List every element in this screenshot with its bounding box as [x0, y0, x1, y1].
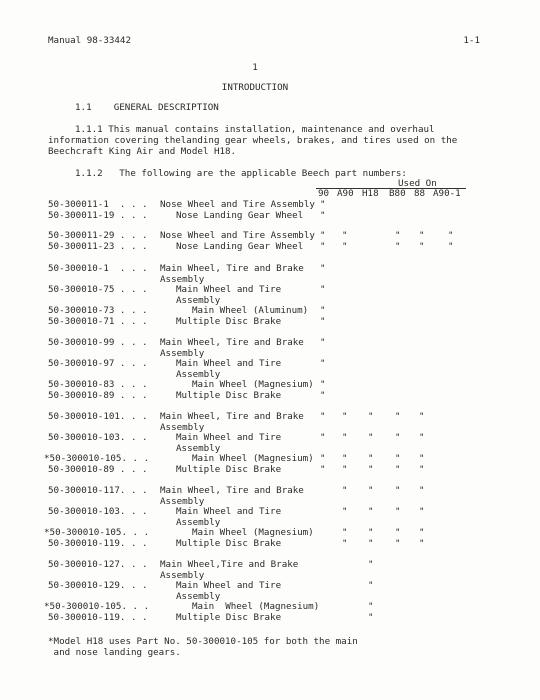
used-on-mark-h18: " [368, 601, 374, 612]
part-number: 50-300010-83 . . . [48, 379, 148, 390]
used-on-mark-a90-1: " [448, 241, 454, 252]
used-on-mark-88: " [419, 432, 425, 443]
column-header-88: 88 [414, 188, 426, 199]
used-on-mark-a90: " [342, 432, 348, 443]
used-on-mark-h18: " [368, 464, 374, 475]
used-on-mark-h18: " [368, 612, 374, 623]
column-header-a90-1: A90-1 [433, 188, 461, 199]
part-description: Main Wheel and Tire [176, 580, 282, 591]
used-on-mark-b80: " [395, 411, 401, 422]
table-row [0, 284, 540, 295]
part-description: Nose Landing Gear Wheel [176, 210, 304, 221]
section-heading: 1.1 GENERAL DESCRIPTION [75, 102, 219, 113]
table-row [0, 580, 540, 591]
used-on-mark-90: " [320, 199, 326, 210]
used-on-mark-88: " [419, 527, 425, 538]
page-number: 1 [252, 62, 258, 73]
used-on-mark-a90: " [342, 485, 348, 496]
table-row [0, 358, 540, 369]
table-row [0, 538, 540, 549]
used-on-mark-90: " [320, 305, 326, 316]
table-row [0, 527, 540, 538]
used-on-mark-b80: " [395, 453, 401, 464]
part-number: 50-300010-129. . . [48, 580, 148, 591]
used-on-mark-h18: " [368, 559, 374, 570]
used-on-mark-b80: " [395, 538, 401, 549]
part-number: 50-300010-71 . . . [48, 316, 148, 327]
part-number: *50-300010-105. . . [44, 527, 150, 538]
part-number: *50-300010-105. . . [44, 601, 150, 612]
part-description: Assembly [176, 369, 221, 380]
used-on-mark-90: " [320, 390, 326, 401]
used-on-mark-90: " [320, 241, 326, 252]
used-on-mark-88: " [419, 464, 425, 475]
part-description: Main Wheel, Tire and Brake [160, 485, 304, 496]
part-number: 50-300010-119. . . [48, 538, 148, 549]
table-row [0, 263, 540, 274]
part-description: Main Wheel,Tire and Brake [160, 559, 299, 570]
used-on-mark-88: " [419, 485, 425, 496]
part-description: Main Wheel and Tire [176, 432, 282, 443]
table-row [0, 612, 540, 623]
part-description: Main Wheel (Magnesium) [192, 379, 314, 390]
used-on-mark-88: " [419, 241, 425, 252]
used-on-mark-88: " [419, 230, 425, 241]
used-on-mark-90: " [320, 263, 326, 274]
part-number: 50-300011-19 . . . [48, 210, 148, 221]
part-number: 50-300011-23 . . . [48, 241, 148, 252]
paragraph-1-1-2: 1.1.2 The following are the applicable Beech part numbers: [75, 168, 407, 179]
used-on-mark-88: " [419, 506, 425, 517]
part-description: Nose Wheel and Tire Assembly [160, 230, 315, 241]
table-row [0, 230, 540, 241]
table-row [0, 241, 540, 252]
footnote-line-2: and nose landing gears. [48, 647, 181, 658]
part-number: 50-300010-1 . . . [48, 263, 148, 274]
part-description: Main Wheel (Magnesium) [192, 453, 314, 464]
used-on-mark-h18: " [368, 453, 374, 464]
part-description: Multiple Disc Brake [176, 612, 282, 623]
table-row [0, 506, 540, 517]
part-description: Assembly [176, 443, 221, 454]
part-number: 50-300010-127. . . [48, 559, 148, 570]
part-number: 50-300010-101. . . [48, 411, 148, 422]
used-on-mark-88: " [419, 453, 425, 464]
used-on-mark-b80: " [395, 241, 401, 252]
part-number: 50-300010-89 . . . [48, 390, 148, 401]
used-on-mark-h18: " [368, 506, 374, 517]
used-on-mark-b80: " [395, 464, 401, 475]
used-on-mark-90: " [320, 464, 326, 475]
column-header-90: 90 [318, 188, 330, 199]
used-on-mark-a90: " [342, 411, 348, 422]
manual-number: Manual 98-33442 [48, 35, 131, 46]
page-ref: 1-1 [463, 35, 480, 46]
table-row [0, 601, 540, 612]
used-on-mark-h18: " [368, 580, 374, 591]
used-on-mark-a90: " [342, 453, 348, 464]
column-header-b80: B80 [389, 188, 406, 199]
part-description: Assembly [160, 496, 205, 507]
part-description: Nose Wheel and Tire Assembly [160, 199, 315, 210]
part-description: Main Wheel (Aluminum) [192, 305, 309, 316]
part-description: Multiple Disc Brake [176, 538, 282, 549]
table-row [0, 390, 540, 401]
used-on-mark-88: " [419, 411, 425, 422]
part-number: 50-300010-73 . . . [48, 305, 148, 316]
part-description: Multiple Disc Brake [176, 464, 282, 475]
used-on-mark-90: " [320, 230, 326, 241]
table-row [0, 411, 540, 422]
used-on-mark-a90: " [342, 538, 348, 549]
part-description: Main Wheel and Tire [176, 358, 282, 369]
used-on-mark-a90: " [342, 464, 348, 475]
part-description: Multiple Disc Brake [176, 316, 282, 327]
used-on-mark-h18: " [368, 485, 374, 496]
table-row [0, 485, 540, 496]
part-description: Main Wheel, Tire and Brake [160, 263, 304, 274]
table-row [0, 305, 540, 316]
table-row [0, 464, 540, 475]
used-on-mark-h18: " [368, 432, 374, 443]
part-number: 50-300010-97 . . . [48, 358, 148, 369]
part-description: Main Wheel, Tire and Brake [160, 337, 304, 348]
part-number: 50-300010-75 . . . [48, 284, 148, 295]
table-row [0, 210, 540, 221]
part-number: 50-300011-29 . . . [48, 230, 148, 241]
table-row [0, 432, 540, 443]
part-description: Assembly [160, 570, 205, 581]
used-on-mark-90: " [320, 411, 326, 422]
part-description: Multiple Disc Brake [176, 390, 282, 401]
used-on-mark-90: " [320, 337, 326, 348]
table-row [0, 379, 540, 390]
part-description: Main Wheel (Magnesium) [192, 601, 320, 612]
part-number: *50-300010-105. . . [44, 453, 150, 464]
used-on-mark-90: " [320, 210, 326, 221]
used-on-mark-88: " [419, 538, 425, 549]
part-description: Assembly [160, 348, 205, 359]
used-on-mark-a90: " [342, 506, 348, 517]
part-description: Assembly [176, 295, 221, 306]
used-on-mark-b80: " [395, 230, 401, 241]
used-on-mark-90: " [320, 358, 326, 369]
part-number: 50-300011-1 . . . [48, 199, 148, 210]
part-description: Assembly [160, 422, 205, 433]
table-row [0, 559, 540, 570]
used-on-label: Used On [398, 178, 437, 189]
part-description: Assembly [160, 274, 205, 285]
used-on-mark-b80: " [395, 527, 401, 538]
part-number: 50-300010-89 . . . [48, 464, 148, 475]
part-description: Main Wheel, Tire and Brake [160, 411, 304, 422]
used-on-mark-90: " [320, 379, 326, 390]
part-number: 50-300010-99 . . . [48, 337, 148, 348]
used-on-mark-a90: " [342, 230, 348, 241]
table-row [0, 316, 540, 327]
part-number: 50-300010-119. . . [48, 612, 148, 623]
used-on-mark-b80: " [395, 485, 401, 496]
part-description: Main Wheel (Magnesium) [192, 527, 314, 538]
used-on-mark-h18: " [368, 538, 374, 549]
part-description: Assembly [176, 591, 221, 602]
used-on-mark-90: " [320, 284, 326, 295]
part-description: Nose Landing Gear Wheel [176, 241, 304, 252]
used-on-mark-b80: " [395, 432, 401, 443]
used-on-mark-h18: " [368, 527, 374, 538]
column-header-h18: H18 [362, 188, 379, 199]
used-on-mark-90: " [320, 316, 326, 327]
part-description: Assembly [176, 517, 221, 528]
part-number: 50-300010-103. . . [48, 432, 148, 443]
used-on-mark-h18: " [368, 411, 374, 422]
table-row [0, 199, 540, 210]
used-on-mark-a90: " [342, 241, 348, 252]
part-description: Main Wheel and Tire [176, 506, 282, 517]
part-description: Main Wheel and Tire [176, 284, 282, 295]
paragraph-1-1-1: 1.1.1 This manual contains installation, maintenance and overhaul information covering thelanding gear wheels, brakes, and tires used on the Beechcraft King Air and Model H18. [48, 124, 458, 157]
used-on-mark-a90: " [342, 527, 348, 538]
used-on-mark-90: " [320, 432, 326, 443]
part-number: 50-300010-117. . . [48, 485, 148, 496]
used-on-mark-a90-1: " [448, 230, 454, 241]
table-row [0, 337, 540, 348]
used-on-mark-90: " [320, 453, 326, 464]
column-header-a90: A90 [337, 188, 354, 199]
footnote-line-1: *Model H18 uses Part No. 50-300010-105 for both the main [48, 636, 358, 647]
used-on-mark-b80: " [395, 506, 401, 517]
part-number: 50-300010-103. . . [48, 506, 148, 517]
page-title: INTRODUCTION [221, 82, 289, 93]
table-row [0, 453, 540, 464]
